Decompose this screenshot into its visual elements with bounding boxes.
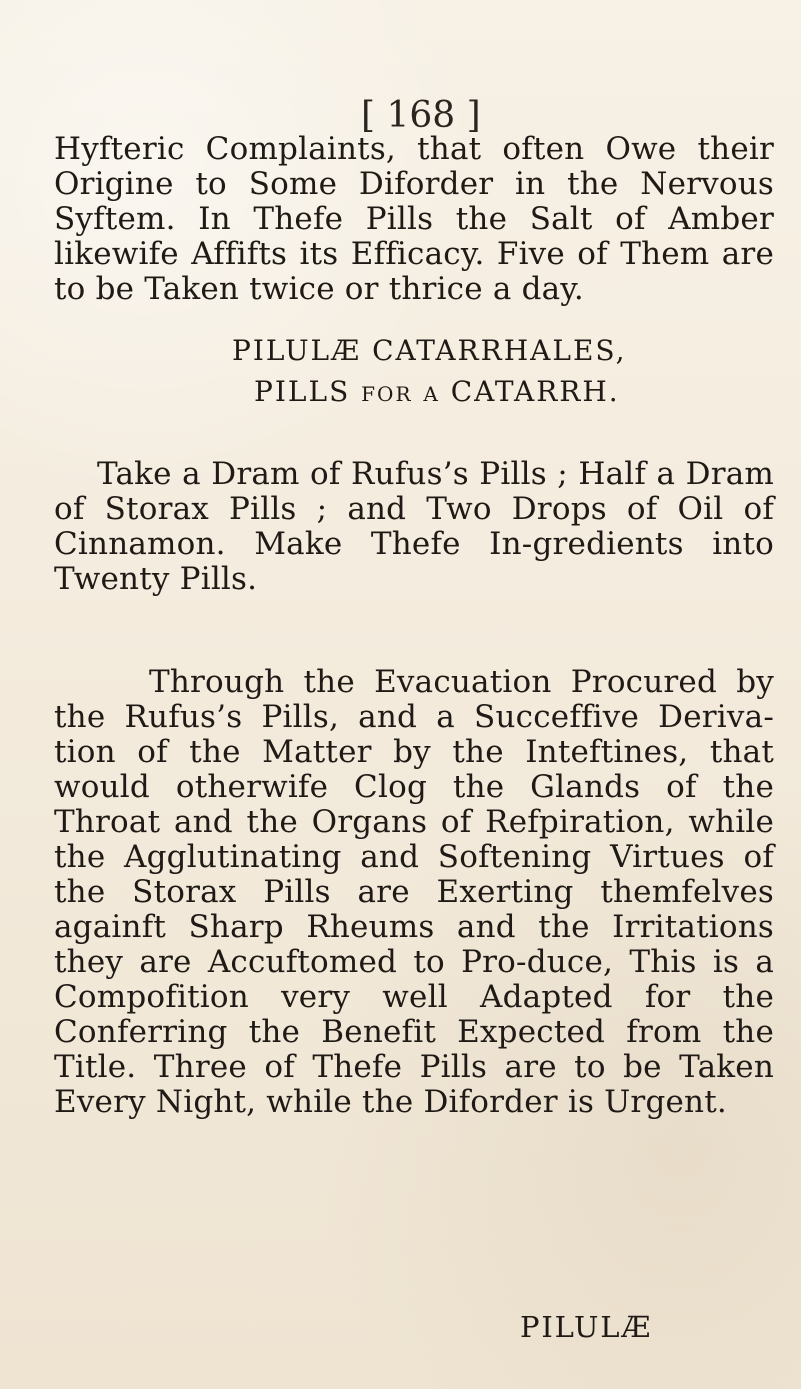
page-number: [ 168 ]: [361, 95, 481, 136]
catchword: PILULÆ: [520, 1310, 653, 1344]
paragraph-explanation: Through the Evacuation Procured by the Rufus’s Pills, and a Succeffive Deriva-tion of the Matter by the Inteftines, that would otherwife Clog the Glands of the Throat and the Organs of Refpiration, while the Agglutinating and Softening Virtues of the Storax Pills are Exerting themfelves againft Sharp Rheums and the Irritations they are Accuftomed to Pro-duce, This is a Compofition very well Adapted for the Conferring the Benefit Expected from the Title. Three of Thefe Pills are to be Taken Every Night, while the Diforder is Urgent.: [54, 664, 774, 1120]
section-heading-latin: PILULÆ CATARRHALES,: [232, 334, 627, 367]
paragraph-recipe: Take a Dram of Rufus’s Pills ; Half a Dram of Storax Pills ; and Two Drops of Oil of Cinnamon. Make Thefe In-gredients into Twenty Pills.: [54, 456, 774, 597]
paragraph-hysteric-complaints: Hyfteric Complaints, that often Owe their Origine to Some Diforder in the Nervous Syftem. In Thefe Pills the Salt of Amber likewife Affifts its Efficacy. Five of Them are to be Taken twice or thrice a day.: [54, 131, 774, 307]
section-heading-english: PILLS for a CATARRH.: [254, 375, 620, 408]
